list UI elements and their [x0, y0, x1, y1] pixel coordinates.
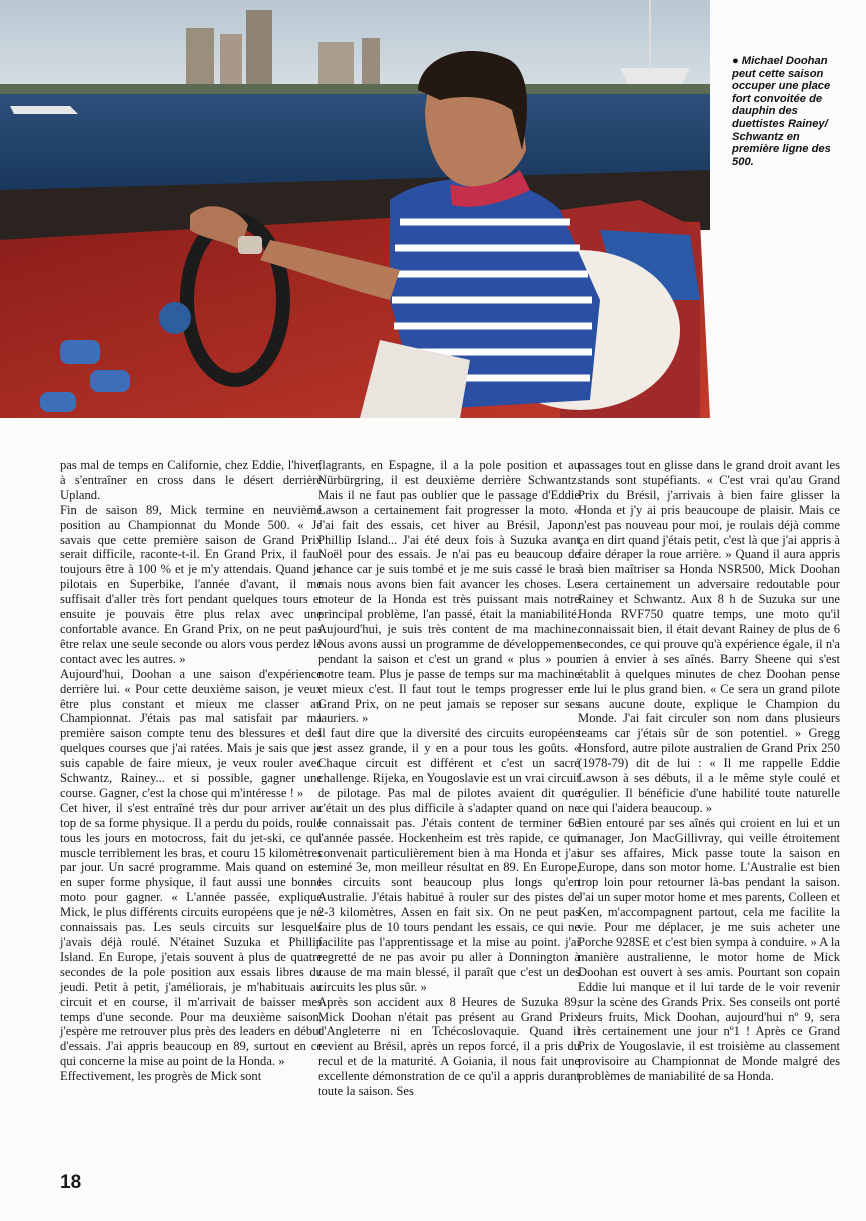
- paragraph: Aujourd'hui, Doohan a une saison d'expérience derrière lui. « Pour cette deuxième saison, je veux être plus constant et mieux me classer au Championnat. J'étais pas mal satisfait par ma première saison compte tenu des blessures et des quelques courses que j'ai ratées. Mais je sais que je suis capable de faire mieux, je veux rouler avec Schwantz, Rainey... et si possible, gagner une course. Gagner, c'est la chose qui m'intéresse ! »: [60, 666, 322, 800]
- text-column-3: [578, 458, 840, 1084]
- paragraph: pas mal de temps en Californie, chez Eddie, l'hiver, à s'entraîner en cross dans le désert derrière Upland.: [60, 458, 322, 502]
- page-number: 18: [60, 1172, 82, 1193]
- photo-caption: [732, 55, 850, 168]
- text-column-1: [60, 458, 322, 1084]
- paragraph: Bien entouré par ses aînés qui croient en lui et un manager, Jon MacGillivray, qui veille étroitement sur ses affaires, Mick passe toute la saison en Europe, dans son motor home. L'Australie est bien trop loin pour retourner là-bas pendant la saison. J'ai un super motor home et mes parents, Colleen et Ken, m'accompagnent partout, cela me facilite la vie. Pour me déplacer, je me suis acheter une Porche 928SE et c'est bien sympa à conduire. » A la manière australienne, le motor home de Mick Doohan est ouvert à ses amis. Pourtant son copain Eddie lui manque et il lui tarde de le voir revenir sur la scène des Grands Prix. Ses conseils ont porté leurs fruits, Mick Doohan, aujourd'hui nº 9, sera très certainement une jour nº1 ! Après ce Grand Prix de Yougoslavie, il est troisième au classement provisoire au Championnat de Monde malgré des problèmes de maniabilité de sa Honda.: [578, 815, 840, 1084]
- text-column-2: [318, 458, 580, 1099]
- photo-caption-text: Michael Doohan peut cette saison occuper une place fort convoitée de dauphin des duettistes Rainey/ Schwantz en première ligne des 500.: [732, 55, 831, 168]
- paragraph: passages tout en glisse dans le grand droit avant les stands sont stupéfiants. « C'est vrai qu'au Grand Prix du Brésil, j'arrivais à bien faire glisser la Honda et j'y ai pris beaucoupe de plaisir. Mais ce n'est pas nouveau pour moi, je roulais déjà comme ça en dirt quand j'étais petit, c'est là que j'ai appris à faire déraper la roue arrière. » Quand il aura appris à bien maîtriser sa Honda NSR500, Mick Doohan sera certainement un adversaire redoutable pour Rainey et Schwantz. Aux 8 h de Suzuka sur une Honda RVF750 quatre temps, une moto qu'il connaissait bien, il était devant Rainey de plus de 6 secondes, ce qui prouve qu'à expérience égale, il n'a rien à envier à ses aînés. Barry Sheene qui s'est établit à quelques minutes de chez Doohan pense de lui le plus grand bien. « Ce sera un grand pilote sans aucune doute, explique le Champion du Monde. J'ai fait circuler son nom dans plusieurs teams car j'étais sûr de son potentiel. » Gregg Honsford, autre pilote australien de Grand Prix 250 (1978-79) dit de lui : « Il me rappelle Eddie Lawson à ses débuts, il a le même style coulé et régulier. Il bénéficie d'une habilité toute naturelle ce qui l'aidera beaucoup. »: [578, 458, 840, 815]
- photo-illustration: [0, 0, 710, 418]
- paragraph: Effectivement, les progrès de Mick sont: [60, 1069, 262, 1084]
- bullet-icon: ●: [732, 55, 739, 67]
- paragraph: Cet hiver, il s'est entraîné très dur pour arriver au top de sa forme physique. Il a perdu du poids, roulé tous les jours en motocross, fait du jet-ski, ce qui muscle terriblement les bras, et couru 15 kilomètres par jour. Un sacré programme. Mais quand on est en super forme physique, il faut aussi une bonne moto pour gagner. « L'année passée, explique Mick, le plus différents circuits européens que je ne connaissais pas. Les seuls circuits sur lesquels j'avais déjà roulé. N'étainet Suzuka et Phillip Island. En Europe, j'etais souvent à plus de quatre secondes de la pole position aux essais libres du jeudi. Petit à petit, j'améliorais, je m'habituais au circuit et en course, il m'arrivait de baisser mes temps d'une seconde. Pour ma deuxième saison, j'espère me retrouver plus près des leaders en début d'essais. J'ai appris beaucoup en 89, surtout en ce qui concerne la mise au point de la Honda. »: [60, 800, 322, 1069]
- photo: [0, 0, 710, 418]
- paragraph: flagrants, en Espagne, il a la pole position et au Nürbürgring, il est deuxième derrière Schwantz. Mais il ne faut pas oublier que le passage d'Eddie Lawson a certainement fait progresser la moto. « J'ai fait des essais, cet hiver au Brésil, Japon, Phillip Island... J'ai été deux fois à Suzuka avant Noël pour des essais. Je n'ai pas eu beaucoup de chance car je suis tombé et je me suis cassé le bras mais nous avons bien fait avancer les choses. Le moteur de la Honda est très puissant mais notre principal problème, l'an passé, était la maniabilité. Aujourd'hui, je suis très content de ma machine. Nous avons aussi un programme de développement pendant la saison et c'est un grand « plus » pour notre team. Plus je passe de temps sur ma machine et mieux c'est. Il faut tout le temps progresser en Grand Prix, on ne peut jamais se reposer sur ses lauriers. »: [318, 458, 580, 726]
- paragraph: Fin de saison 89, Mick termine en neuvième position au Championnat du Monde 500. « Je savais que cette première saison de Grand Prix serait difficile, raconte-t-il. En Grand Prix, il faut toujours être à 100 % et je m'y attendais. Quand je pilotais en Superbike, l'année d'avant, il me suffisait d'aller très fort pendant quelques tours et ensuite je pouvais être plus relax avec une confortable avance. En Grand Prix, on ne peut pas être relax une seule seconde ou alors vous perdez le contact avec les autres. »: [60, 502, 322, 666]
- paragraph: Il faut dire que la diversité des circuits européens est assez grande, il y en a pour tous les goûts. « Chaque circuit est différent et c'est un sacré challenge. Rijeka, en Yougoslavie est un vrai circuit de pilotage. Pas mal de pilotes avaient dit que c'était un des plus difficile à s'adapter quand on ne le connaissait pas. J'étais content de terminer 6e l'année passée. Hockenheim est très rapide, ce qui convenait particulièrement bien à ma Honda et j'ai teminé 3e, mon meilleur résultat en 89. En Europe, les circuits sont beaucoup plus longs qu'en Australie. J'étais habitué à rouler sur des pistes de 2-3 kilomètres, Assen en fait six. On ne peut pas faire plus de 10 tours pendant les essais, ce qui ne facilite pas l'apprentissage et la mise au point. j'ai regretté de ne pas avoir pu aller à Donnington à cause de ma main blessé, il paraît que c'est un des circuits les plus sûr. »: [318, 726, 580, 994]
- paragraph: Après son accident aux 8 Heures de Suzuka 89, Mick Doohan n'était pas présent au Grand Prix d'Angleterre ni en Tchécoslovaquie. Quand il revient au Brésil, après un repos forcé, il a pris du recul et de la maturité. A Goiania, il nous fait une excellente démonstration de ce qu'il a appris durant toute la saison. Ses: [318, 994, 580, 1099]
